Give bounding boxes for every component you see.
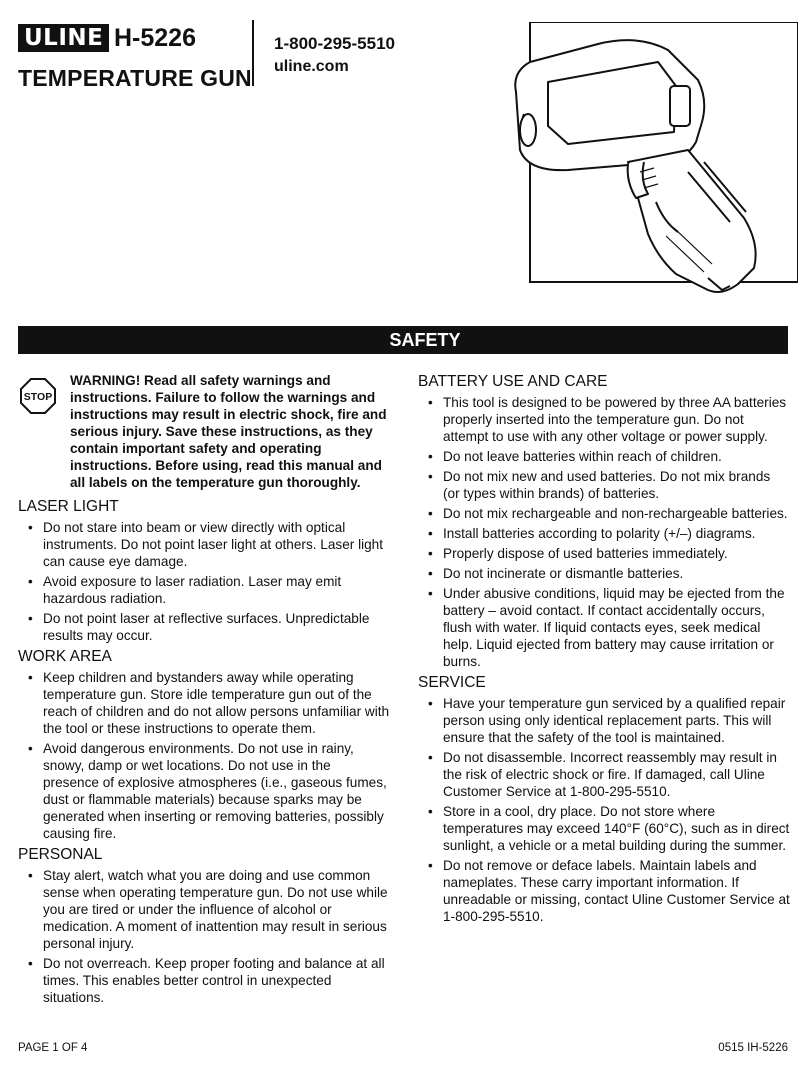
safety-section-header: SAFETY bbox=[18, 326, 788, 354]
page-number: PAGE 1 OF 4 bbox=[18, 1042, 88, 1054]
temperature-gun-illustration bbox=[508, 22, 798, 310]
model-number: H-5226 bbox=[114, 24, 196, 52]
list-item: • Install batteries according to polarity (+/–) diagrams. bbox=[418, 525, 790, 542]
uline-logo: ULINE bbox=[18, 24, 109, 52]
list-item: • Do not overreach. Keep proper footing and balance at all times. This enables better control in unexpected situations. bbox=[18, 955, 390, 1006]
personal-list bbox=[18, 867, 390, 1006]
service-heading: SERVICE bbox=[418, 674, 486, 691]
phone-number: 1-800-295-5510 bbox=[274, 34, 395, 53]
right-column bbox=[418, 372, 790, 928]
laser-light-heading: LASER LIGHT bbox=[18, 498, 119, 515]
list-item: • Do not disassemble. Incorrect reassembly may result in the risk of electric shock or fire. If damaged, call Uline Customer Service at 1-800-295-5510. bbox=[418, 749, 790, 800]
warning-block bbox=[18, 372, 390, 491]
list-item: • Do not leave batteries within reach of children. bbox=[418, 448, 790, 465]
list-item: • Stay alert, watch what you are doing and use common sense when operating temperature gun. Do not use while you are tired or under the influence of alcohol or medication. A moment of inattention may result in serious personal injury. bbox=[18, 867, 390, 952]
list-item: • Do not mix rechargeable and non-rechargeable batteries. bbox=[418, 505, 790, 522]
list-item: • Have your temperature gun serviced by a qualified repair person using only identical replacement parts. This will ensure that the safety of the tool is maintained. bbox=[418, 695, 790, 746]
document-code: 0515 IH-5226 bbox=[718, 1042, 788, 1054]
list-item: • Avoid exposure to laser radiation. Laser may emit hazardous radiation. bbox=[18, 573, 390, 607]
product-name: TEMPERATURE GUN bbox=[18, 65, 252, 91]
list-item: • Do not mix new and used batteries. Do not mix brands (or types within brands) of batteries. bbox=[418, 468, 790, 502]
personal-heading: PERSONAL bbox=[18, 846, 103, 863]
battery-heading: BATTERY USE AND CARE bbox=[418, 373, 608, 390]
work-area-heading: WORK AREA bbox=[18, 648, 112, 665]
list-item: • Store in a cool, dry place. Do not store where temperatures may exceed 140°F (60°C), such as in direct sunlight, a vehicle or a metal building during the summer. bbox=[418, 803, 790, 854]
list-item: • Keep children and bystanders away while operating temperature gun. Store idle temperature gun out of the reach of children and do not allow persons unfamiliar with the tool or these instructions to operate them. bbox=[18, 669, 390, 737]
svg-text:STOP: STOP bbox=[23, 391, 53, 403]
stop-sign-icon bbox=[20, 378, 56, 414]
left-column bbox=[18, 372, 390, 1009]
list-item: • Do not point laser at reflective surfaces. Unpredictable results may occur. bbox=[18, 610, 390, 644]
header-divider bbox=[252, 20, 254, 86]
work-area-list bbox=[18, 669, 390, 842]
list-item: • Do not stare into beam or view directly with optical instruments. Do not point laser light at others. Laser light can cause eye damage. bbox=[18, 519, 390, 570]
warning-text: WARNING! Read all safety warnings and instructions. Failure to follow the warnings and instructions may result in electric shock, fire and serious injury. Save these instructions, as they contain important safety and operating instructions. Before using, read this manual and all labels on the temperature gun thoroughly. bbox=[70, 373, 387, 490]
header bbox=[18, 20, 438, 100]
laser-light-list bbox=[18, 519, 390, 644]
list-item: • Do not remove or deface labels. Maintain labels and nameplates. These carry important information. If unreadable or missing, contact Uline Customer Service at 1-800-295-5510. bbox=[418, 857, 790, 925]
list-item: • This tool is designed to be powered by three AA batteries properly inserted into the temperature gun. Do not attempt to use with any other voltage or power supply. bbox=[418, 394, 790, 445]
list-item: • Under abusive conditions, liquid may be ejected from the battery – avoid contact. If contact accidentally occurs, flush with water. If liquid contacts eyes, seek medical help. Liquid ejected from battery may cause irritation or burns. bbox=[418, 585, 790, 670]
list-item: • Do not incinerate or dismantle batteries. bbox=[418, 565, 790, 582]
list-item: • Properly dispose of used batteries immediately. bbox=[418, 545, 790, 562]
list-item: • Avoid dangerous environments. Do not use in rainy, snowy, damp or wet locations. Do not use in the presence of explosive atmospheres (i.e., gaseous fumes, dust or flammable materials) because sparks may be generated when inserting or removing batteries, possibly causing fire. bbox=[18, 740, 390, 842]
battery-list bbox=[418, 394, 790, 670]
website: uline.com bbox=[274, 58, 349, 75]
service-list bbox=[418, 695, 790, 925]
